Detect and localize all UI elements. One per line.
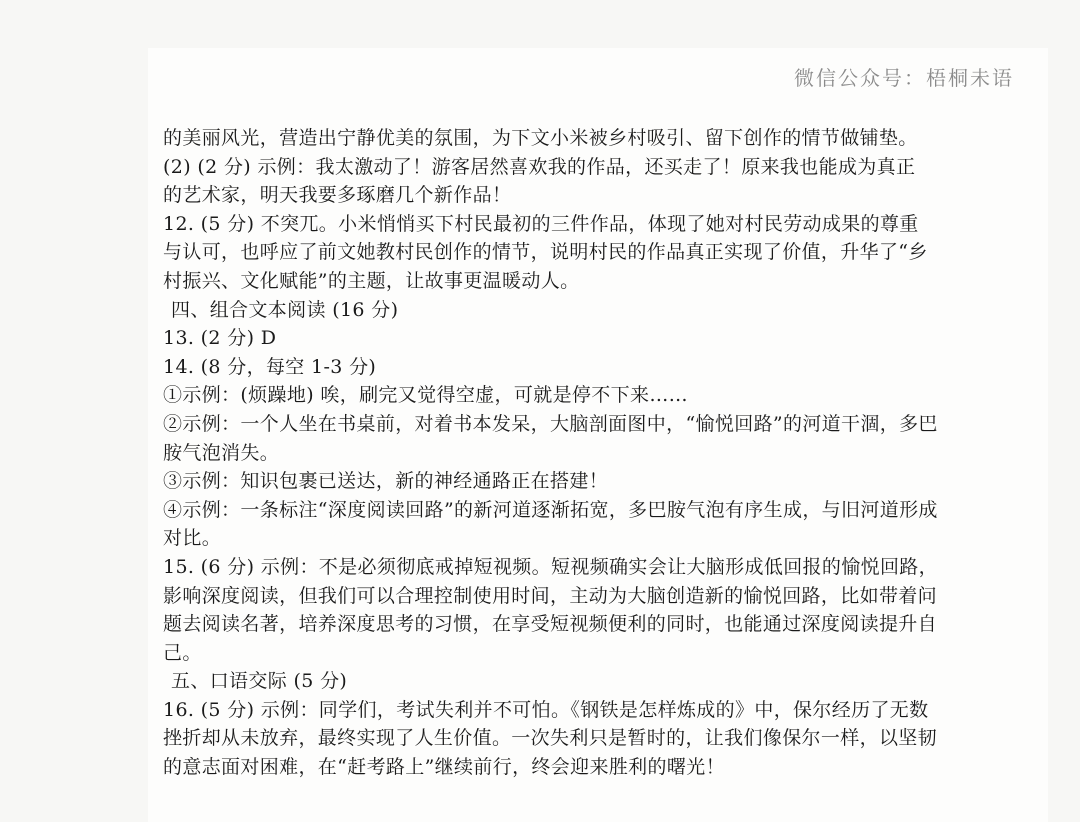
text-line: 村振兴、文化赋能”的主题，让故事更温暖动人。 <box>163 269 580 292</box>
text-line: (2) (2 分) 示例：我太激动了！游客居然喜欢我的作品，还买走了！原来我也能成为真正 <box>163 155 916 178</box>
text-line: ④示例：一条标注“深度阅读回路”的新河道逐渐拓宽，多巴胺气泡有序生成，与旧河道形成 <box>163 498 938 521</box>
text-line: 的美丽风光，营造出宁静优美的氛围，为下文小米被乡村吸引、留下创作的情节做铺垫。 <box>163 127 918 149</box>
section-heading: 五、口语交际 (5 分) <box>171 670 348 693</box>
text-line: 影响深度阅读，但我们可以合理控制使用时间，主动为大脑创造新的愉悦回路，比如带着问 <box>163 584 938 607</box>
text-line: 胺气泡消失。 <box>163 441 280 464</box>
watermark: 微信公众号：梧桐未语 <box>794 66 1014 90</box>
text-line: 14. (8 分，每空 1-3 分) <box>163 355 377 378</box>
text-line: 15. (6 分) 示例：不是必须彻底戒掉短视频。短视频确实会让大脑形成低回报的愉悦回路， <box>163 555 939 578</box>
text-line: 12. (5 分) 不突兀。小米悄悄买下村民最初的三件作品，体现了她对村民劳动成果的尊重 <box>163 212 919 235</box>
text-line: 13. (2 分) D <box>163 327 277 350</box>
text-line: 与认可，也呼应了前文她教村民创作的情节，说明村民的作品真正实现了价值，升华了“乡 <box>163 241 928 264</box>
answer-text <box>163 124 939 782</box>
text-line: 16. (5 分) 示例：同学们，考试失利并不可怕。《钢铁是怎样炼成的》中，保尔经历了无数 <box>163 698 929 721</box>
text-line: ②示例：一个人坐在书桌前，对着书本发呆，大脑剖面图中，“愉悦回路”的河道干涸，多巴 <box>163 412 938 435</box>
text-line: 己。 <box>163 641 202 664</box>
text-line: 题去阅读名著，培养深度思考的习惯，在享受短视频便利的同时，也能通过深度阅读提升自 <box>163 613 938 636</box>
text-line: 对比。 <box>163 527 222 550</box>
text-line: 的艺术家，明天我要多琢磨几个新作品！ <box>163 184 512 207</box>
section-heading: 四、组合文本阅读 (16 分) <box>171 298 399 321</box>
text-line: ①示例：(烦躁地) 唉，刷完又觉得空虚，可就是停不下来…… <box>163 384 689 407</box>
text-line: 的意志面对困难，在“赶考路上”继续前行，终会迎来胜利的曙光！ <box>163 756 725 779</box>
text-line: 挫折却从未放弃，最终实现了人生价值。一次失利只是暂时的，让我们像保尔一样，以坚韧 <box>163 727 938 750</box>
text-line: ③示例：知识包裹已送达，新的神经通路正在搭建！ <box>163 470 609 493</box>
